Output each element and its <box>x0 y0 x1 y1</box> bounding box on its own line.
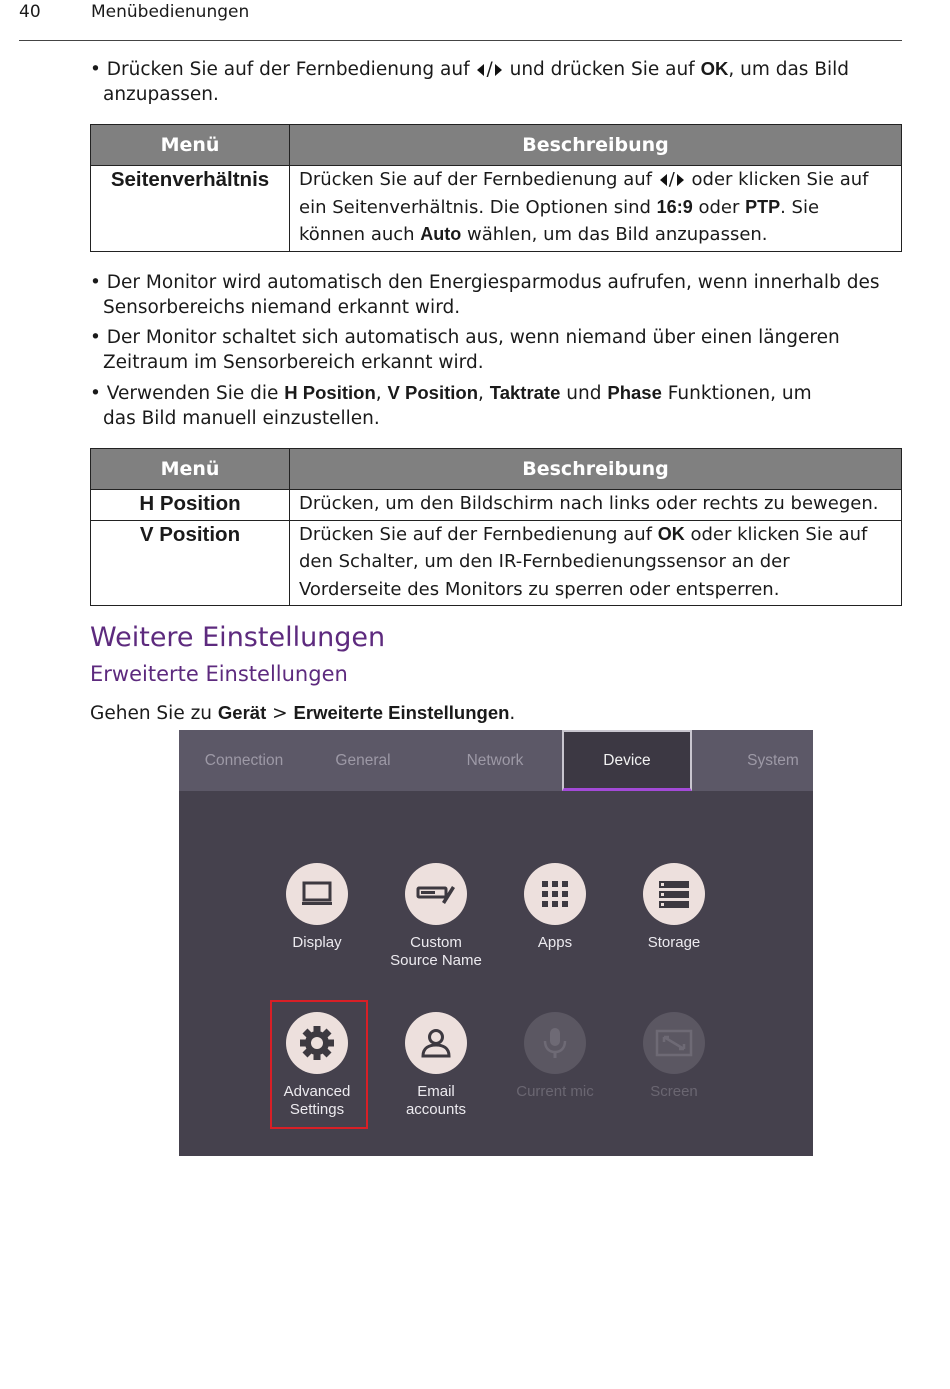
aspect-ratio-table <box>90 124 902 252</box>
person-icon <box>405 1012 467 1074</box>
tile-screen: Screen <box>614 1012 734 1101</box>
mic-icon <box>524 1012 586 1074</box>
table-row <box>91 166 902 252</box>
arrow-right-icon <box>495 64 502 76</box>
table-header-menu: Menü <box>91 125 290 166</box>
menu-item-description: Drücken Sie auf der Fernbedienung auf / oder klicken Sie auf ein Seitenverhältnis. Die Optionen sind 16:9 oder PTP. Sie können auch Auto wählen, um das Bild anzupassen. <box>290 166 902 252</box>
table-row <box>91 520 902 606</box>
table-header-description: Beschreibung <box>290 125 902 166</box>
table-row <box>91 490 902 521</box>
position-table <box>90 448 902 606</box>
tab-general[interactable]: General <box>335 752 391 769</box>
page-header <box>19 0 902 41</box>
bullet-remote-adjust: • Drücken Sie auf der Fernbedienung auf / und drücken Sie auf OK, um das Bild anzupassen. <box>90 58 850 105</box>
menu-item-description: Drücken, um den Bildschirm nach links oder rechts zu bewegen. <box>290 490 902 521</box>
screen-icon <box>643 1012 705 1074</box>
settings-tab-bar <box>179 730 813 791</box>
monitor-icon <box>286 863 348 925</box>
device-settings-screenshot <box>179 730 813 1156</box>
arrow-right-icon <box>677 174 684 186</box>
bullet-manual-adjust: • Verwenden Sie die H Position, V Position, Taktrate und Phase Funktionen, um das Bild manuell einzustellen. <box>90 382 812 429</box>
table-header-description: Beschreibung <box>290 449 902 490</box>
tile-advanced-settings[interactable]: Advanced Settings <box>257 1012 377 1119</box>
tile-current-mic: Current mic <box>495 1012 615 1101</box>
arrow-left-icon <box>477 64 484 76</box>
subsection-heading: Erweiterte Einstellungen <box>90 662 348 686</box>
tile-storage[interactable]: Storage <box>614 863 734 952</box>
page-number: 40 <box>19 2 41 22</box>
advanced-settings-highlight <box>270 1000 368 1129</box>
menu-item-description: Drücken Sie auf der Fernbedienung auf OK oder klicken Sie auf den Schalter, um den IR-Fernbedienungssensor an der Vorderseite des Monitors zu sperren oder entsperren. <box>290 520 902 606</box>
tile-apps[interactable]: Apps <box>495 863 615 952</box>
table-header-menu: Menü <box>91 449 290 490</box>
bullet-energy-saving: • Der Monitor wird automatisch den Energiesparmodus aufrufen, wenn innerhalb des Sensorbereichs niemand erkannt wird. <box>90 272 880 318</box>
section-heading: Weitere Einstellungen <box>90 622 386 653</box>
tile-display[interactable]: Display <box>257 863 377 952</box>
bullet-auto-off: • Der Monitor schaltet sich automatisch aus, wenn niemand über einen längeren Zeitraum im Sensorbereich erkannt wird. <box>90 327 840 373</box>
menu-item-name: V Position <box>91 520 290 606</box>
chapter-title: Menübedienungen <box>91 2 250 22</box>
menu-item-name: Seitenverhältnis <box>91 166 290 252</box>
tab-connection[interactable]: Connection <box>204 752 284 769</box>
tab-system[interactable]: System <box>747 752 799 769</box>
navigation-instruction: Gehen Sie zu Gerät > Erweiterte Einstellungen. <box>90 702 516 724</box>
tile-email-accounts[interactable]: Email accounts <box>376 1012 496 1119</box>
tab-device[interactable]: Device <box>562 730 692 791</box>
tab-network[interactable]: Network <box>466 752 524 769</box>
apps-grid-icon <box>524 863 586 925</box>
storage-icon <box>643 863 705 925</box>
menu-item-name: H Position <box>91 490 290 521</box>
arrow-left-icon <box>660 174 667 186</box>
tile-custom-source-name[interactable]: Custom Source Name <box>376 863 496 970</box>
rename-icon <box>405 863 467 925</box>
